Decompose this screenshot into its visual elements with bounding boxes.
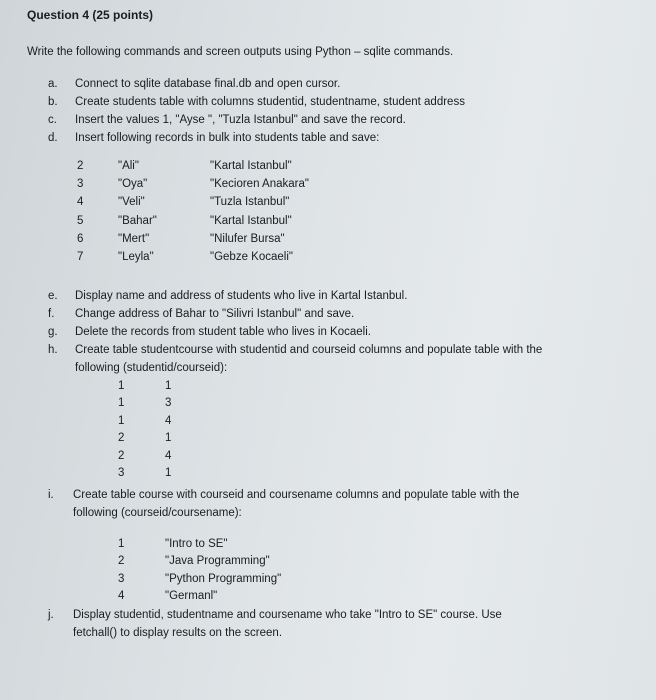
record-id: 5: [77, 214, 84, 227]
question-title: Question 4 (25 points): [27, 8, 154, 22]
record-value: "Germanl": [165, 590, 218, 603]
record-value: "Leyla": [118, 251, 154, 263]
record-value: "Oya": [118, 178, 148, 191]
record-value: "Kartal Istanbul": [210, 160, 292, 172]
record-id: 3: [118, 467, 125, 479]
item-text: Insert the values 1, "Ayse ", "Tuzla Istanbul" and save the record.: [75, 114, 406, 126]
item-letter: b.: [48, 96, 58, 108]
item-letter: f.: [48, 308, 55, 320]
record-value: "Bahar": [118, 214, 157, 227]
record-value: "Java Programming": [165, 555, 270, 568]
item-text: Delete the records from student table who lives in Kocaeli.: [75, 326, 371, 338]
record-value: "Gebze Kocaeli": [210, 251, 293, 263]
record-id: 2: [118, 432, 125, 445]
item-text: Display studentid, studentname and coursename who take "Intro to SE" course. Use: [73, 609, 502, 621]
record-value: "Kecioren Anakara": [210, 178, 309, 191]
record-id: 1: [118, 380, 125, 392]
item-text: Connect to sqlite database final.db and open cursor.: [75, 78, 341, 90]
item-text: Create table studentcourse with studentid and courseid columns and populate table with the: [75, 344, 543, 356]
record-id: 3: [118, 572, 125, 585]
record-value: "Mert": [118, 232, 150, 245]
item-text: Change address of Bahar to "Silivri Istanbul" and save.: [75, 308, 355, 320]
item-letter: a.: [48, 78, 58, 90]
item-text-cont: following (studentid/courseid):: [75, 362, 228, 374]
record-id: 2: [118, 449, 125, 462]
record-value: 1: [165, 432, 172, 445]
item-text: Create students table with columns studentid, studentname, student address: [75, 96, 465, 108]
record-value: 1: [165, 467, 172, 479]
record-value: "Ali": [118, 160, 139, 172]
intro-text: Write the following commands and screen outputs using Python – sqlite commands.: [27, 46, 454, 58]
item-text: Create table course with courseid and coursename columns and populate table with the: [73, 489, 520, 501]
record-id: 1: [118, 414, 125, 427]
record-id: 1: [118, 397, 125, 410]
record-id: 6: [77, 232, 84, 245]
item-text: Insert following records in bulk into students table and save:: [75, 132, 380, 144]
item-text-cont: fetchall() to display results on the screen.: [73, 627, 283, 639]
item-letter: c.: [48, 114, 57, 126]
record-id: 4: [118, 590, 125, 603]
record-id: 2: [118, 555, 125, 568]
record-id: 4: [77, 196, 84, 209]
record-value: "Kartal Istanbul": [210, 214, 292, 227]
record-value: "Veli": [118, 196, 145, 209]
item-letter: g.: [48, 326, 58, 338]
record-value: 4: [165, 414, 172, 427]
item-letter: j.: [48, 609, 54, 621]
item-letter: e.: [48, 290, 58, 302]
record-id: 2: [77, 160, 84, 172]
record-value: 4: [165, 449, 172, 462]
item-letter: i.: [48, 489, 54, 501]
record-id: 3: [77, 178, 84, 191]
record-value: "Nilufer Bursa": [210, 232, 285, 245]
item-text-cont: following (courseid/coursename):: [73, 507, 242, 519]
record-value: "Python Programming": [165, 572, 282, 585]
item-letter: h.: [48, 344, 58, 356]
item-text: Display name and address of students who live in Kartal Istanbul.: [75, 290, 408, 302]
item-letter: d.: [48, 132, 58, 144]
record-value: 3: [165, 397, 172, 410]
record-id: 7: [77, 251, 84, 263]
record-value: 1: [165, 380, 172, 392]
record-value: "Tuzla Istanbul": [210, 196, 290, 209]
record-id: 1: [118, 538, 125, 550]
record-value: "Intro to SE": [165, 538, 228, 550]
